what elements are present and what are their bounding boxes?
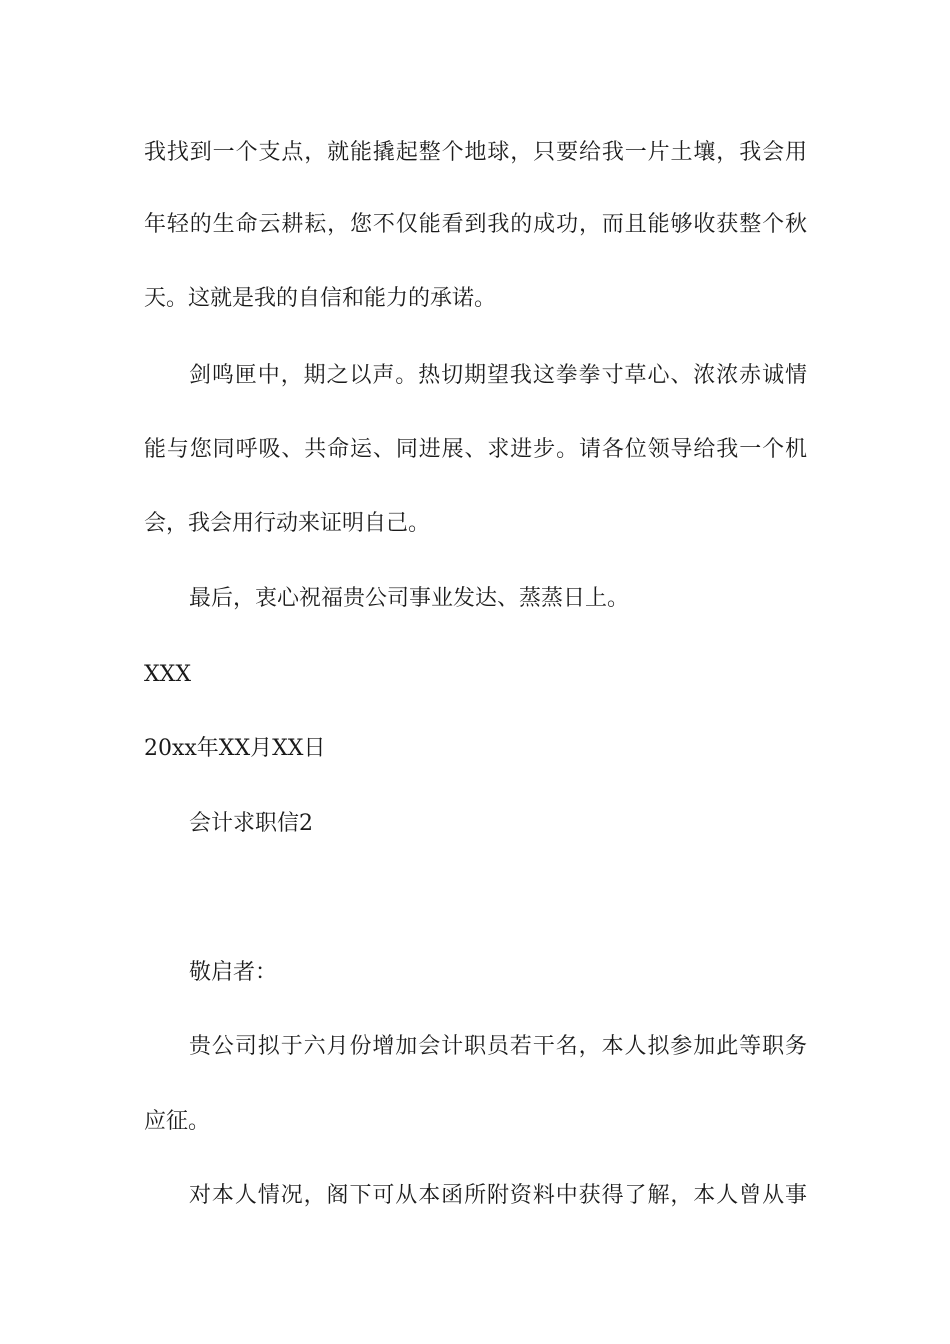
paragraph-line: 会，我会用行动来证明自己。 xyxy=(144,511,431,536)
paragraph-line: 剑鸣匣中，期之以声。热切期望我这拳拳寸草心、浓浓赤诚情 xyxy=(189,363,807,388)
paragraph-line: 年轻的生命云耕耘，您不仅能看到我的成功，而且能够收获整个秋 xyxy=(144,212,807,237)
paragraph-line: 天。这就是我的自信和能力的承诺。 xyxy=(144,286,497,311)
paragraph-line: 我找到一个支点，就能撬起整个地球，只要给我一片土壤，我会用 xyxy=(144,140,807,165)
paragraph-line: 对本人情况，阁下可从本函所附资料中获得了解，本人曾从事 xyxy=(189,1183,807,1208)
paragraph-line: 最后，衷心祝福贵公司事业发达、蒸蒸日上。 xyxy=(189,586,630,611)
signature-name: XXX xyxy=(144,662,191,687)
signature-date: 20xx年XX月XX日 xyxy=(144,736,326,761)
paragraph-line: 贵公司拟于六月份增加会计职员若干名，本人拟参加此等职务 xyxy=(189,1034,807,1059)
section-title: 会计求职信2 xyxy=(189,811,313,836)
salutation: 敬启者： xyxy=(189,960,278,985)
paragraph-line: 应征。 xyxy=(144,1109,211,1134)
paragraph-line: 能与您同呼吸、共命运、同进展、求进步。请各位领导给我一个机 xyxy=(144,437,807,462)
